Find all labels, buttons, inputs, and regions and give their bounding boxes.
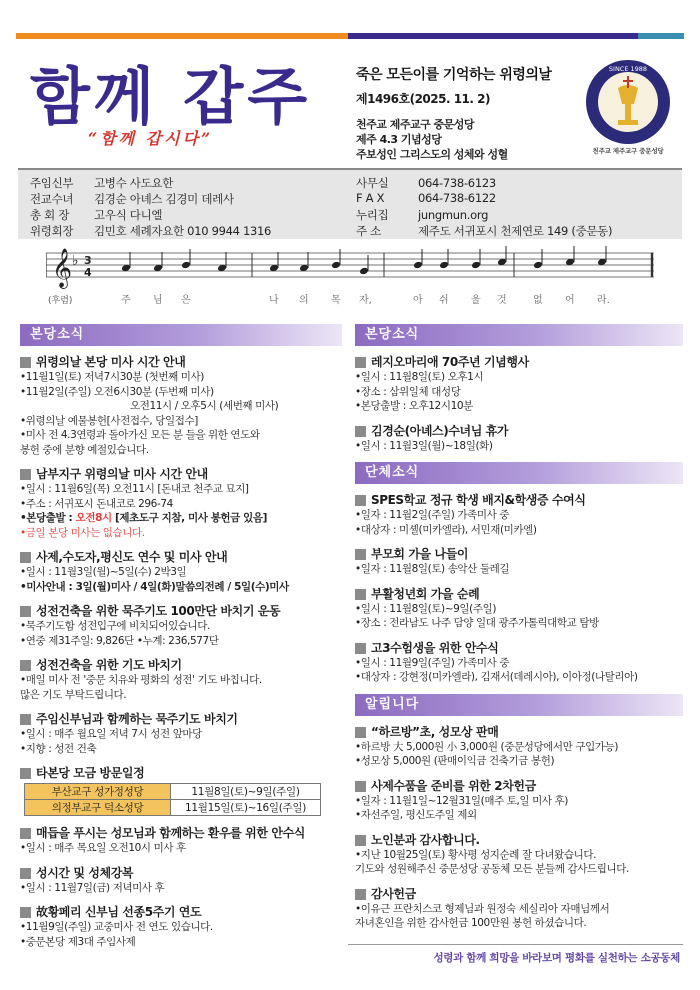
item-title-text: “하르방”초, 성모상 판매 — [371, 724, 499, 739]
slogan: “함께 갑시다” — [88, 129, 214, 148]
item-title-text: 부활청년회 가을 순례 — [371, 586, 480, 601]
lyric-syllable: 울 — [471, 295, 481, 306]
news-item — [355, 832, 683, 877]
lyric-syllable: 쉬 — [439, 295, 449, 306]
item-title — [355, 724, 683, 740]
lyric-syllable: 은 — [181, 295, 191, 306]
footer-divider — [348, 944, 683, 945]
news-item — [20, 711, 342, 756]
item-title-text: 레지오마리애 70주년 기념행사 — [371, 355, 529, 369]
highlight-text: 오전8시 — [75, 512, 112, 524]
lyric-syllable: 없 — [533, 295, 543, 306]
item-title-text: 감사헌금 — [371, 886, 416, 901]
bullet-square-icon — [20, 660, 31, 671]
news-item — [355, 546, 683, 577]
item-title-text: 성전건축을 위한 묵주기도 100만단 바치기 운동 — [36, 604, 281, 618]
item-title-text: SPES학교 정규 학생 배지&학생증 수여식 — [371, 493, 586, 507]
item-line: •일시 : 11월9일(주일) 가족미사 중 — [355, 656, 510, 669]
item-line: •본당출발 : 오전8시 [제초도구 지참, 미사 봉헌금 있음] — [20, 512, 268, 524]
note-head — [471, 261, 481, 270]
bullet-square-icon — [355, 495, 366, 506]
contact-row: F A X 064-738-6122 — [356, 191, 496, 205]
item-title-text: 노인분과 감사합니다. — [371, 832, 480, 847]
staff-row: 주임신부 고병수 사도요한 — [30, 176, 174, 190]
item-title-text: 성전건축을 위한 기도 바치기 — [36, 658, 182, 672]
item-title — [355, 423, 683, 439]
item-title-text: 매듭을 푸시는 성모님과 함께하는 환우를 위한 안수식 — [36, 826, 305, 840]
item-line: •일시 : 11월6일(목) 오전11시 [돈내코 천주교 묘지] — [20, 483, 249, 495]
item-title — [20, 765, 342, 781]
item-title — [355, 586, 683, 602]
item-title — [20, 825, 342, 841]
item-title — [355, 640, 683, 656]
date-cell: 11월15일(토)~16일(주일) — [171, 800, 321, 816]
item-line: 많은 기도 부탁드립니다. — [20, 688, 127, 701]
bar-orange — [16, 33, 348, 39]
logo-text: 함께 갑주 — [30, 60, 312, 133]
item-line: •하르방 大 5,000원 小 3,000원 (중문성당에서만 구입가능) — [355, 740, 619, 753]
lyric-syllable: 아 — [413, 295, 423, 306]
item-line: •일자 : 11월2일(주일) 가족미사 중 — [355, 509, 510, 521]
item-line: •일시 : 11월8일(토)~9일(주일) — [355, 602, 497, 615]
lyric-syllable: 목 — [331, 295, 341, 306]
item-line: •미사안내 : 3일(월)미사 / 4일(화)말씀의전례 / 5일(수)미사 — [20, 580, 289, 593]
news-item — [20, 354, 342, 457]
issue-number: 제1496호(2025. 11. 2) — [356, 92, 490, 106]
news-item — [20, 549, 342, 594]
item-line: •지향 : 성전 건축 — [20, 742, 97, 755]
news-item — [20, 466, 342, 540]
music-score — [46, 243, 654, 311]
header-info — [356, 64, 576, 162]
left-column — [20, 324, 342, 958]
item-title-text: 부모회 가을 나들이 — [371, 547, 469, 561]
note-head — [331, 261, 341, 270]
item-line: •11월9일(주일) 교중미사 전 연도 있습니다. — [20, 921, 213, 933]
item-line: •이유근 프란치스코 형제님과 원정숙 세실리아 자매님께서 — [355, 902, 610, 915]
news-item — [355, 354, 683, 414]
news-item — [355, 886, 683, 931]
bullet-square-icon — [355, 549, 366, 560]
item-title-text: 남부지구 위령의날 미사 시간 안내 — [36, 467, 208, 481]
note-head — [533, 261, 543, 270]
table-row — [25, 784, 321, 800]
news-item — [20, 765, 342, 816]
bullet-square-icon — [355, 643, 366, 654]
bullet-square-icon — [20, 828, 31, 839]
parish-line: 주보성인 그리스도의 성체와 성혈 — [356, 148, 508, 161]
item-line: •위령의날 예물봉헌[사전접수, 당일접수] — [20, 414, 198, 427]
visit-schedule-table — [24, 783, 321, 816]
contact-row: 사무실 064-738-6123 — [356, 176, 496, 190]
seal-since-text: SINCE 1988 — [608, 65, 648, 73]
section-header: 본당소식 — [20, 324, 342, 346]
item-line: •묵주기도함 성전입구에 비치되어있습니다. — [20, 620, 210, 632]
note-head — [359, 267, 369, 276]
item-title-text: 위령의날 본당 미사 시간 안내 — [36, 355, 186, 369]
item-title — [20, 549, 342, 565]
bullet-square-icon — [355, 357, 366, 368]
item-title — [355, 492, 683, 508]
section-header: 알립니다 — [355, 694, 683, 716]
item-line: 기도와 성원해주신 중문성당 공동체 모든 분들께 감사드립니다. — [355, 863, 629, 875]
item-line: •매일 미사 전 '중문 치유와 평화의 성전' 기도 바칩니다. — [20, 674, 262, 686]
bullet-square-icon — [355, 781, 366, 792]
item-line: 자녀혼인을 위한 감사헌금 100만원 봉헌 하셨습니다. — [355, 917, 587, 929]
bullet-square-icon — [20, 907, 31, 918]
item-line: •11월1일(토) 저녁7시30분 (첫번째 미사) — [20, 371, 204, 383]
item-title — [20, 603, 342, 619]
bullet-square-icon — [20, 606, 31, 617]
news-item — [355, 423, 683, 454]
news-item — [20, 825, 342, 856]
item-line: •일시 : 매주 목요일 오전10시 미사 후 — [20, 842, 186, 854]
bullet-square-icon — [20, 868, 31, 879]
news-item — [20, 904, 342, 949]
bullet-square-icon — [20, 714, 31, 725]
parish-line: 천주교 제주교구 중문성당 — [356, 118, 475, 131]
item-line: •일자 : 11월1일~12월31일(매주 토,일 미사 후) — [355, 794, 568, 807]
item-title — [355, 886, 683, 902]
right-column — [355, 324, 683, 940]
bullet-square-icon — [355, 426, 366, 437]
section-header: 단체소식 — [355, 462, 683, 484]
bullet-square-icon — [20, 768, 31, 779]
lyric-syllable: 주 — [121, 295, 131, 306]
item-title — [355, 832, 683, 848]
item-line: •장소 : 삼위일체 대성당 — [355, 385, 461, 398]
staff-row: 위령회장 김민호 세례자요한 010 9944 1316 — [30, 224, 272, 238]
item-line: •일시 : 11월3일(월)~18일(화) — [355, 439, 493, 452]
headline: 죽은 모든이를 기억하는 위령의날 — [356, 67, 552, 83]
item-line: •중문본당 제3대 주임사제 — [20, 935, 136, 948]
item-title — [20, 711, 342, 727]
bar-teal — [638, 33, 684, 39]
bar-purple — [348, 33, 638, 39]
item-line: •연중 제31주일: 9,826단 •누계: 236,577단 — [20, 634, 219, 647]
item-title — [20, 904, 342, 920]
item-title — [20, 865, 342, 881]
time-signature: 3 — [84, 254, 92, 267]
item-title — [355, 354, 683, 370]
bullet-square-icon — [20, 469, 31, 480]
item-title-text: 타본당 모금 방문일정 — [36, 766, 145, 780]
item-title-text: 김경순(아녜스)수녀님 휴가 — [371, 423, 509, 438]
news-item — [355, 640, 683, 685]
section-header: 본당소식 — [355, 324, 683, 346]
item-title — [355, 546, 683, 562]
item-title — [20, 466, 342, 482]
item-line: •일자 : 11월8일(토) 송악산 둘레길 — [355, 563, 510, 575]
staff-row: 총 회 장 고우식 다니엘 — [30, 208, 163, 222]
item-title — [355, 778, 683, 794]
news-item — [355, 492, 683, 537]
news-item — [355, 778, 683, 823]
item-title-text: 성시간 및 성체강복 — [36, 865, 134, 880]
item-title — [20, 354, 342, 370]
staff-row: 전교수녀 김경순 아녜스 김경미 데레사 — [30, 192, 234, 206]
treble-clef-icon: 𝄞 — [52, 248, 73, 288]
lyric-syllable: 라. — [597, 295, 610, 306]
item-line: •자선주일, 평신도주일 제외 — [355, 809, 477, 821]
note-head — [181, 261, 191, 270]
item-line: •성모상 5,000원 (판매이익금 건축기금 봉헌) — [355, 755, 555, 767]
refrain-label: (후렴) — [48, 296, 73, 306]
item-title-text: 사제,수도자,평신도 연수 및 미사 안내 — [36, 550, 228, 564]
item-line: •일시 : 11월8일(토) 오후1시 — [355, 371, 484, 383]
church-seal-icon — [584, 58, 672, 146]
parish-cell: 부산교구 성가정성당 — [25, 784, 171, 800]
lyric-syllable: 어 — [565, 295, 575, 306]
news-item — [20, 657, 342, 702]
lyric-syllable: 것 — [497, 295, 507, 306]
lyric-syllable: 님 — [153, 295, 163, 306]
item-line: •지난 10월25일(토) 황사평 성지순례 잘 다녀왔습니다. — [355, 848, 597, 861]
flat-icon: ♭ — [72, 253, 79, 269]
bullet-square-icon — [355, 589, 366, 600]
seal-caption: 천주교 제주교구 중문성당 — [592, 147, 664, 155]
item-line: •미사 전 4.3연령과 돌아가신 모든 분 들을 위한 연도와 — [20, 429, 260, 441]
news-item — [355, 724, 683, 769]
item-line: •일시 : 11월7일(금) 저녁미사 후 — [20, 881, 165, 894]
item-title-text: 故황페리 신부님 선종5주기 연도 — [36, 905, 202, 919]
lyric-syllable: 나 — [269, 295, 279, 306]
news-item — [20, 603, 342, 648]
table-row — [25, 800, 321, 816]
date-cell: 11월8일(토)~9일(주일) — [171, 784, 321, 800]
top-color-bar — [16, 33, 684, 39]
item-line: 봉헌 중에 분향 예절있습니다. — [20, 443, 149, 456]
item-line: •대상자 : 미셸(미카엘라), 서민재(미카엘) — [355, 523, 537, 536]
bullet-square-icon — [20, 357, 31, 368]
bullet-square-icon — [20, 552, 31, 563]
staff-info-box — [18, 168, 682, 239]
contact-row: 주 소 제주도 서귀포시 천제연로 149 (중문동) — [356, 224, 613, 238]
item-title-text: 주임신부님과 함께하는 묵주기도 바치기 — [36, 712, 238, 726]
item-line: •주소 : 서귀포시 돈내코로 296-74 — [20, 497, 173, 510]
bullet-square-icon — [355, 889, 366, 900]
lyric-syllable: 의 — [299, 295, 309, 306]
bullet-square-icon — [355, 835, 366, 846]
lyric-syllable: 자, — [359, 295, 372, 306]
note-head — [413, 261, 423, 270]
contact-row: 누리집 jungmun.org — [356, 208, 489, 222]
item-line: •11월2일(주일) 오전6시30분 (두번째 미사) — [20, 385, 214, 398]
item-line: •일시 : 11월3일(월)~5일(수) 2박3일 — [20, 566, 187, 578]
note-head — [439, 261, 449, 270]
news-item — [355, 586, 683, 631]
bullet-square-icon — [355, 727, 366, 738]
item-line: •일시 : 매주 월요일 저녁 7시 성전 앞마당 — [20, 728, 202, 740]
item-title-text: 사제수품을 준비를 위한 2차헌금 — [371, 778, 536, 793]
item-line: •장소 : 전라남도 나주 담양 일대 광주가톨릭대학교 탐방 — [355, 617, 599, 629]
item-line: •금일 본당 미사는 없습니다. — [20, 526, 145, 539]
footer-motto: 성령과 함께 희망을 바라보며 평화를 실천하는 소공동체 — [433, 952, 680, 964]
parish-line: 제주 4.3 기념성당 — [356, 133, 442, 146]
time-signature: 4 — [84, 266, 92, 279]
item-title-text: 고3수험생을 위한 안수식 — [371, 640, 499, 655]
parish-cell: 의정부교구 덕소성당 — [25, 800, 171, 816]
news-item — [20, 865, 342, 896]
item-line: •본당출발 : 오후12시10분 — [355, 400, 473, 412]
item-line: 오전11시 / 오후5시 (세번째 미사) — [130, 400, 279, 412]
item-title — [20, 657, 342, 673]
item-line: •대상자 : 강현정(미카엘라), 김재서(데레시아), 이아정(나탈리아) — [355, 671, 638, 683]
